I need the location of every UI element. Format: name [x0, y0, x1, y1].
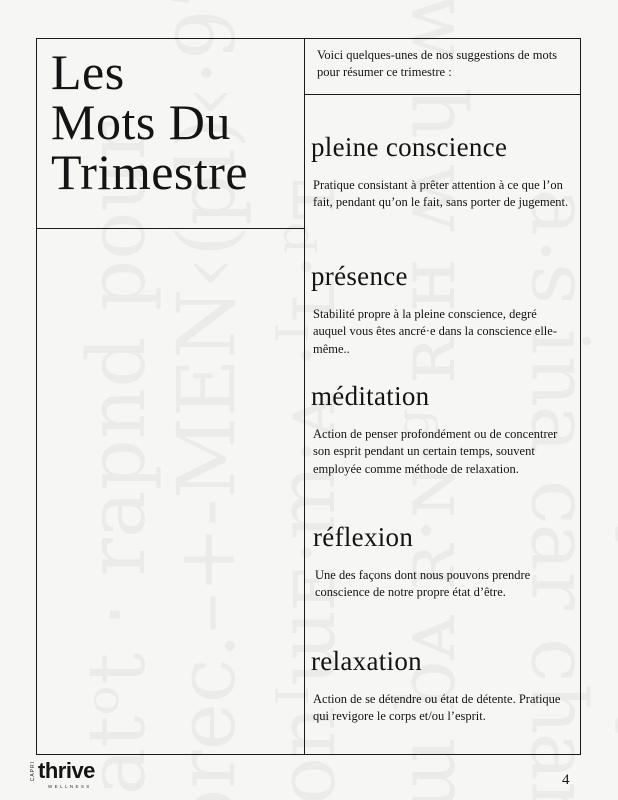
- entry-definition: Pratique consistant à prêter attention à ce que l’on fait, pendant qu’on le fait, sans porter de jugement.: [313, 177, 569, 210]
- entry-pleine-conscience: [311, 133, 573, 212]
- title-line-2: Mots Du: [51, 94, 231, 150]
- entry-definition: Stabilité propre à la pleine conscience, degré auquel vous êtes ancré·e dans la conscience elle-même..: [313, 306, 557, 357]
- entry-reflexion: [313, 523, 575, 602]
- entry-presence: [311, 262, 573, 359]
- entry-term: méditation: [311, 381, 430, 411]
- entry-definition: Une des façons dont nous pouvons prendre conscience de notre propre état d’être.: [315, 567, 531, 600]
- entry-term: relaxation: [311, 646, 422, 676]
- entry-definition: Action de penser profondément ou de concentrer son esprit pendant un certain temps, souvent employée comme méthode de relaxation.: [313, 426, 558, 477]
- entry-meditation: [311, 382, 573, 479]
- logo-thrive: thrive: [38, 758, 95, 783]
- title-divider: [37, 228, 304, 229]
- intro-divider: [304, 94, 581, 95]
- logo-capri: CAPRI: [30, 760, 36, 782]
- page-number: 4: [562, 772, 570, 788]
- vertical-divider: [304, 39, 305, 754]
- entry-term: présence: [311, 261, 408, 291]
- title-line-1: Les: [51, 44, 125, 100]
- page-title: [51, 44, 249, 200]
- intro-text: Voici quelques-unes de nos suggestions de mots pour résumer ce trimestre :: [317, 48, 558, 80]
- entry-definition: Action de se détendre ou état de détente. Pratique qui revigore le corps et/ou l’esprit.: [313, 691, 561, 724]
- logo-wellness: WELLNESS: [48, 784, 92, 789]
- title-line-3: Trimestre: [51, 144, 249, 200]
- entry-relaxation: [311, 647, 573, 726]
- brand-logo: [30, 758, 95, 789]
- entry-term: pleine conscience: [311, 132, 508, 162]
- content-frame: [36, 38, 581, 755]
- entry-term: réflexion: [313, 522, 414, 552]
